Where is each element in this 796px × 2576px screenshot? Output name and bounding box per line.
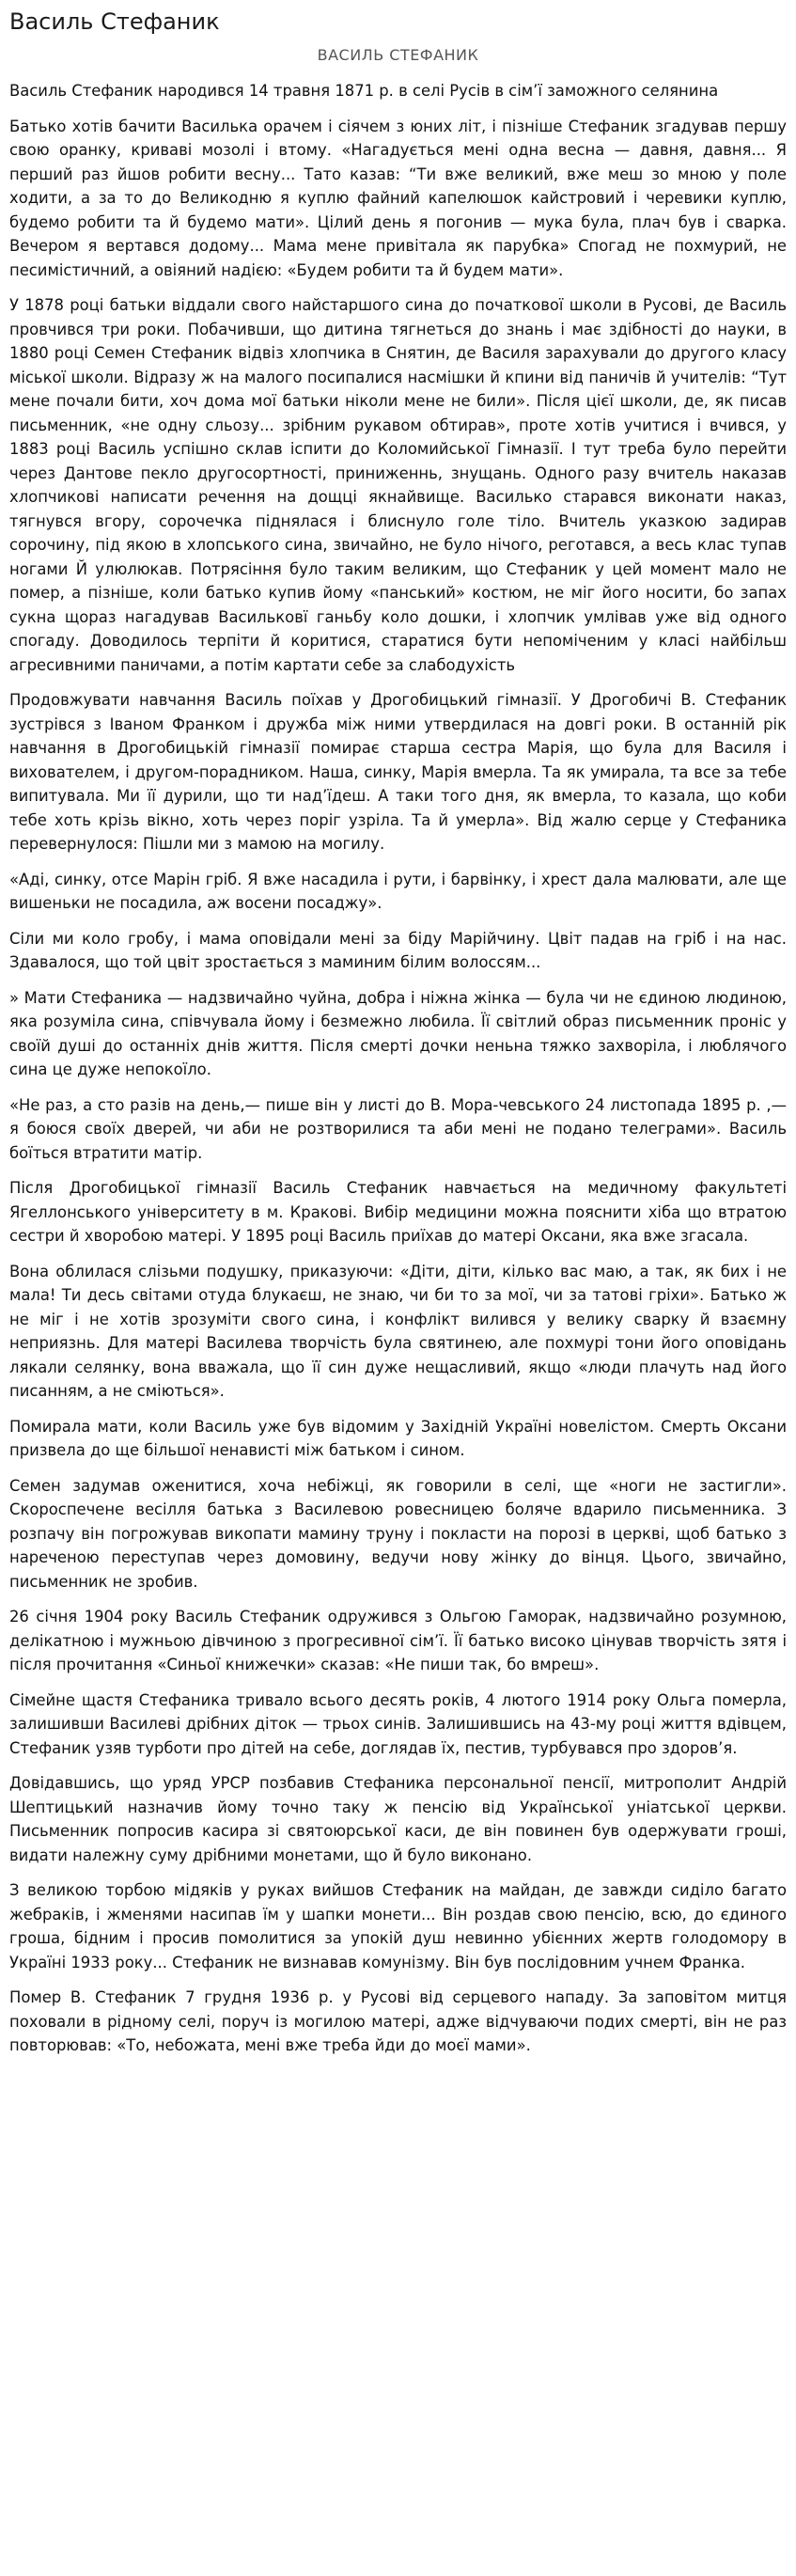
paragraph-mother: » Мати Стефаника — надзвичайно чуйна, добра і ніжна жінка — була чи не єдиною людиною, яка розуміла сина, співчувала йому і безмежно любила. Її світлий образ письменник проніс у своїй душі до останніх днів життя. Після смерті дочки неньна тяжко захворіла, і люблячого сина це дуже непокоїло. <box>9 988 787 1079</box>
paragraph-coins: З великою торбою мідяків у руках вийшов Стефаник на майдан, де завжди сиділо багато жебраків, і жменями насипав їм у шапки монети... Він роздав свою пенсію, всю, до єдиного гроша, бідним і просив помолитися за упокій душ невинно убієнних жертв голодомору в Україні 1933 року... Стефаник не визнавав комунізму. Він був послідовним учнем Франка. <box>9 1881 787 1971</box>
paragraph-blossom: Сіли ми коло гробу, і мама оповідали мені за біду Марійчину. Цвіт падав на гріб і на нас. Здавалося, що той цвіт зростається з маминим білим волоссям... <box>9 929 787 972</box>
paragraph-father-remarriage: Семен задумав оженитися, хоча небіжці, як говорили в селі, ще «ноги не застигли». Скороспечене весілля батька з Василевою ровесницею боляче вдарило письменника. З розпачу він погрожував викопати мамину труну і покласти на порозі в церкві, щоб батько з нареченою переступав через домовину, ведучи нову жінку до вінця. Цього, звичайно, письменник не зробив. <box>9 1476 787 1591</box>
paragraph-grave: «Аді, синку, отсе Марін гріб. Я вже насадила і рути, і барвінку, і хрест дала малювати, але ще вишеньки не посадила, аж восени посаджу». <box>9 870 787 913</box>
paragraph-widower: Сімейне щастя Стефаника тривало всього десять років, 4 лютого 1914 року Ольга померла, залишивши Василеві дрібних діток — трьох синів. Залишившись на 43-му році життя вдівцем, Стефаник узяв турботи про дітей на себе, доглядав їх, пестив, турбувався про здоров’я. <box>9 1690 787 1757</box>
paragraph-school: У 1878 році батьки віддали свого найстаршого сина до початкової школи в Русові, де Василь провчився три роки. Побачивши, що дитина тягнеться до знань і має здібності до науки, в 1880 році Семен Стефаник відвіз хлопчика в Снятин, де Василя зарахували до другого класу міської школи. Відразу ж на малого посипалися насмішки й кпини від паничів й учителів: “Тут мене почали бити, хоч дома мої батьки ніколи мене не били». Після цієї школи, де, як писав письменник, «не одну сльозу... зрібним рукавом обтирав», проте хотів учитися і вчився, у 1883 році Василь успішно склав іспити до Коломийської Гімназії. І тут треба було перейти через Дантове пекло другосортності, приниженнь, знущань. Одного разу вчитель наказав хлопчикові написати речення на дощці якнайвище. Василько старався виконати наказ, тягнувся вгору, сорочечка піднялася і блиснуло голе тіло. Вчитель указкою задирав сорочину, під якою в хлопського сина, звичайно, не було нічого, реготався, а весь клас тупав ногами Й улюлюкав. Потрясіння було таким великим, що Стефаник у цей момент мало не помер, а пізніше, коли батько купив йому «панський» костюм, не міг його носити, бо запах сукна щораз нагадував Васильковї ганьбу коло дошки, і хлопчик умлівав уже від одного спогаду. Доводилось терпіти й коритися, старатися бути непоміченим у класі найбільш агресивними паничами, а потім картати себе за слабодухість <box>9 296 787 674</box>
paragraph-mother-death: Помирала мати, коли Василь уже був відомим у Західній Україні новелістом. Смерть Оксани призвела до ще більшої ненависті між батьком і сином. <box>9 1417 787 1460</box>
paragraph-tears: Вона облилася слізьми подушку, приказуючи: «Діти, діти, кілько вас маю, а так, як бих і не мала! Ти десь світами отуда блукаєш, не знаю, чи би то за мої, чи за татові гріхи». Батько ж не міг і не хотів зрозуміти свого сина, і конфлікт вилився у велику сварку й взаємну неприязнь. Для матері Василева творчість була святинею, але похмурі тони його оповідань лякали селянку, вона вважала, що її син дуже нещасливий, якщо «люди плачуть над його писанням, а не сміються». <box>9 1262 787 1401</box>
paragraph-father: Батько хотів бачити Василька орачем і сіячем з юних літ, і пізніше Стефаник згадував першу свою оранку, криваві мозолі і втому. «Нагадується мені одна весна — давня, давня... Я перший раз йшов робити весну... Тато казав: “Ти вже великий, вже меш зо мною у поле ходити, а за то до Великодню я куплю файний капелюшок кайстровий і черевики куплю, будемо робити та й будемо мати». Цілий день я погонив — мука була, плач був і сварка. Вечером я вертався додому... Мама мене привітала як парубка» Спогад не похмурий, не песимістичний, а овіяний надією: «Будем робити та й будем мати». <box>9 117 787 279</box>
paragraph-pension: Довідавшись, що уряд УРСР позбавив Стефаника персональної пенсії, митрополит Андрій Шептицький назначив йому точно таку ж пенсію від Української уніатської церкви. Письменник попросив касира зі святоюрської каси, де він повинен був одержувати гроші, видати належну суму дрібними монетами, що й було виконано. <box>9 1774 787 1864</box>
paragraph-marriage: 26 січня 1904 року Василь Стефаник одружився з Ольгою Гаморак, надзвичайно розумною, делікатною і мужньою дівчиною з прогресивної сім’ї. Її батько високо цінував творчість зятя і після прочитання «Синьої книжечки» сказав: «Не пиши так, бо вмреш». <box>9 1608 787 1674</box>
paragraph-birth: Василь Стефаник народився 14 травня 1871 р. в селі Русів в сім’ї заможного селянина <box>9 82 719 101</box>
paragraph-drohobych: Продовжувати навчання Василь поїхав у Дрогобицький гімназії. У Дрогобичі В. Стефаник зустрівся з Іваном Франком і дружба між ними утвердилася на довгі роки. В останній рік навчання в Дрогобицькій гімназії помирає старша сестра Марія, що була для Василя і вихователем, і другом-порадником. Наша, синку, Марія вмерла. Та як умирала, та все за тебе випитувала. Ми її дурили, що ти над’їдеш. А таки того дня, як вмерла, то казала, що коби тебе хоть крізь вікно, хоть через поріг узріла. Та й умерла». Від жалю серце у Стефаника перевернулося: Пішли ми з мамою на могилу. <box>9 691 787 854</box>
paragraph-death: Помер В. Стефаник 7 грудня 1936 р. у Русові від серцевого нападу. За заповітом митця поховали в рідному селі, поруч із могилою матері, адже відчуваючи подих смерті, він не раз повторював: «То, небожата, мені вже треба йди до моєї мами». <box>9 1988 787 2055</box>
article-subtitle: ВАСИЛЬ СТЕФАНИК <box>317 46 479 64</box>
paragraph-letter: «Не раз, а сто разів на день,— пише він у листі до В. Мора-чевського 24 листопада 1895 р. ,— я боюся своїх дверей, чи аби не розтворилися та аби мені не подано телеграми». Василь боїться втратити матір. <box>9 1095 787 1162</box>
paragraph-krakow: Після Дрогобицької гімназії Василь Стефаник навчається на медичному факультеті Ягеллонського університету в м. Кракові. Вибір медицини можна пояснити хіба що втратою сестри й хворобою матері. У 1895 році Василь приїхав до матері Оксани, яка вже згасала. <box>9 1179 787 1246</box>
page-title: Василь Стефаник <box>9 8 220 35</box>
